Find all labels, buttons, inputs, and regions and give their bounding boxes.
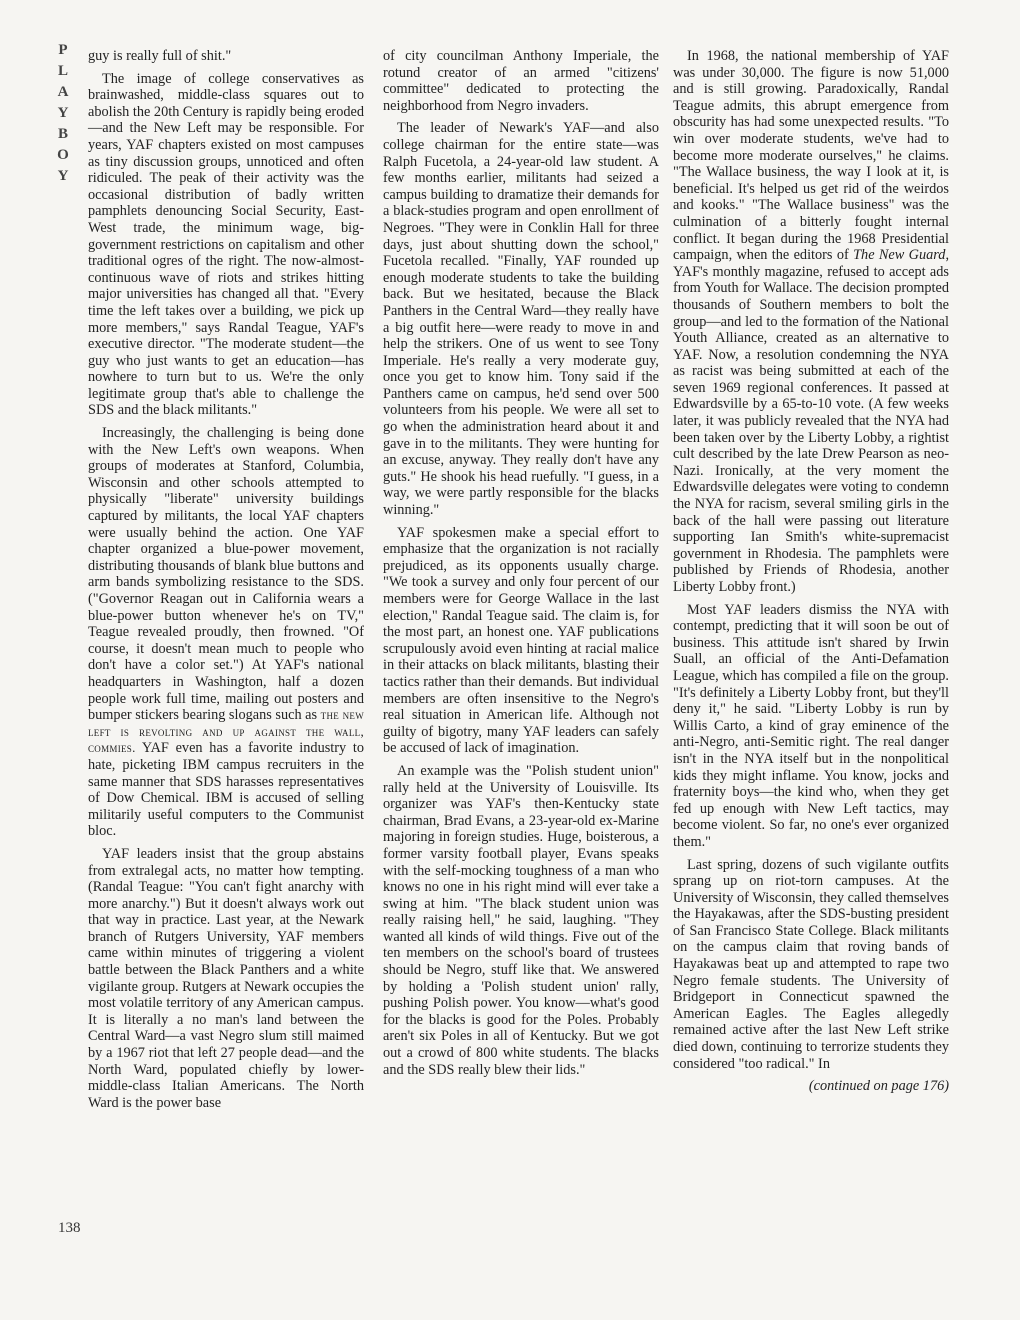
article-paragraph: Last spring, dozens of such vigilante outfits sprang up on riot-torn campuses. At the University of Wisconsin, they called themselves the Hayakawas, after the SDS-busting president of San Francisco State College. Black militants on the campus claim that roving bands of Hayakawas beat up and attempted to rape two Negro female students. The University of Bridgeport in Connecticut spawned the American Eagles. The Eagles allegedly remained active after the last New Left strike died down, continuing to terrorize students they considered "too radical." In: [673, 856, 949, 1072]
article-paragraph: An example was the "Polish student union" rally held at the University of Louisville. Its organizer was YAF's then-Kentucky state chairman, Brad Evans, a 23-year-old ex-Marine majoring in foreign studies. Huge, boisterous, a former varsity football player, Evans speaks with the self-mocking toughness of a man who knows no one in his right mind will ever take a swing at him. "The black student union was really raising hell," he said, laughing. "They wanted all kinds of wild things. Five out of the ten members on the school's board of trustees should be Negro, stuff like that. We answered by holding a 'Polish student union' rally, pushing Polish power. You know—what's good for the blacks is good for the Poles. Probably aren't six Poles in all of Kentucky. But we got out a crowd of 800 white students. The blacks and the SDS really blew their lids.": [383, 762, 659, 1078]
magazine-letter: Y: [57, 168, 69, 184]
magazine-letter: B: [57, 126, 68, 142]
conjunction-text: and: [202, 723, 223, 739]
article-paragraph: The leader of Newark's YAF—and also college chairman for the entire state—was Ralph Fucetola, a 24-year-old law student. A few months earlier, militants had seized a campus building to dramatize their demands for a black-studies program and open enrollment of Negroes. "They were in Conklin Hall for three days, just about shutting down the school," Fucetola recalled. "Finally, YAF rounded up enough moderate students to take the building back. But we hesitated, because the Black Panthers in the Central Ward—they really have a big outfit here—were ready to move in and help the strikers. One of us went to see Tony Imperiale. He's really a very moderate guy, once you get to know him. Tony said if the Panthers came on campus, he'd send over 500 volunteers from his people. We were all set to go when the administration heard about it and gave in to the militants. They were hunting for an excuse, anyway. They really don't have any guts." He shook his head ruefully. "I guess, in a way, we were partly responsible for the blacks winning.": [383, 120, 659, 519]
continued-note: (continued on page 176): [808, 1078, 949, 1095]
magazine-title-italic: The New Guard: [853, 247, 946, 264]
article-column-1: [88, 48, 364, 1117]
article-paragraph: Most YAF leaders dismiss the NYA with contempt, predicting that it will soon be out of business. This attitude isn't shared by Irwin Suall, an official of the Anti-Defamation League, which has compiled a file on the group. "It's definitely a Liberty Lobby front, but they'll deny it," he said. "Liberty Lobby is run by Willis Carto, a kind of gray eminence of the anti-Negro, anti-Semitic right. The real danger isn't in the NYA itself but in the nonpolitical kids they might inflame. You know, jocks and fraternity boys—the kind who, when they get fed up enough with New Left tactics, may become violent. So far, no one's ever organized them.": [673, 601, 949, 850]
magazine-letter: O: [57, 147, 69, 163]
article-paragraph: The image of college conservatives as brainwashed, middle-class squares out to abolish the 20th Century is rapidly being eroded—and the New Left may be responsible. For years, YAF chapters existed on most campuses as tiny discussion groups, unnoticed and often ridiculed. The peak of their activity was the occasional distribution of badly written pamphlets denouncing Social Security, East-West trade, the minimum wage, big-government restrictions on capitalism and other traditional ogres of the right. The now-almost-continuous wave of riots and strikes hitting major universities has changed all that. "Every time the left takes over a building, we pick up more members," says Randal Teague, YAF's executive director. "The moderate student—the guy who just wants to get an education—has nowhere to turn but to us. We're the only legitimate group that's able to challenge the SDS and the black militants.": [88, 70, 364, 419]
magazine-letter: P: [58, 42, 68, 58]
magazine-letter: L: [57, 63, 68, 79]
article-paragraph: guy is really full of shit.": [88, 48, 232, 64]
page-number: 138: [58, 1220, 81, 1236]
article-column-2: [383, 48, 659, 1084]
article-column-3: [673, 48, 949, 1095]
magazine-letter: A: [57, 84, 69, 100]
slogan-text: the new left is revolting: [88, 707, 365, 739]
article-paragraph: [673, 48, 949, 596]
slogan-text: up against the wall, commies.: [88, 723, 364, 756]
paragraph-text: In 1968, the national membership of YAF was under 30,000. The figure is now 51,000 and is still growing. Paradoxically, Randal Teague admits, this abrupt emergence from obscurity has had some unexpected results. "To win over moderate students, we've had to become more moderate ourselves," he claims. "The Wallace business, the way I look at it, is beneficial. It's helped us get rid of the weirdos and kooks." "The Wallace business" was the culmination of a bitterly fought internal conflict. It began during the 1968 Presidential campaign, when the editors of: [673, 48, 949, 264]
paragraph-text: Increasingly, the challenging is being done with the New Left's own weapons. When groups of moderates at Stanford, Columbia, Wisconsin and other schools attempted to physically "liberate" university buildings captured by militants, the local YAF chapters were usually behind the action. One YAF chapter organized a blue-power movement, distributing thousands of blank blue buttons and arm bands symbolizing resistance to the SDS. ("Governor Reagan out in California wears a blue-power button whenever he's on TV," Teague revealed proudly, then frowned. "Of course, it doesn't mean much to people who don't have a color set.") At YAF's national headquarters in Washington, half a dozen people work full time, mailing out posters and bumper stickers bearing slogans such as: [88, 425, 364, 724]
magazine-letter: Y: [57, 105, 69, 121]
article-paragraph: YAF leaders insist that the group abstains from extralegal acts, no matter how tempting. (Randal Teague: "You can't fight anarchy with more anarchy.") But it doesn't always work out that way in practice. Last year, at the Newark branch of Rutgers University, YAF members came within minutes of triggering a violent battle between the Black Panthers and a white vigilante group. Rutgers at Newark occupies the most volatile territory of any American campus. It is literally a no man's land between the Central Ward—a vast Negro slum still maimed by a 1967 riot that left 27 people dead—and the North Ward, populated chiefly by lower-middle-class Italian Americans. The North Ward is the power base: [88, 845, 364, 1111]
magazine-name-vertical: [50, 40, 76, 187]
article-paragraph: of city councilman Anthony Imperiale, the rotund creator of an armed "citizens' committee" dedicated to protecting the neighborhood from Negro invaders.: [383, 48, 659, 114]
paragraph-text: YAF even has a favorite industry to hate, picketing IBM campus recruiters in the same manner that SDS harasses representatives of Dow Chemical. IBM is accused of selling militarily useful computers to the Communist bloc.: [88, 740, 364, 840]
article-paragraph: [88, 425, 364, 840]
paragraph-text: , YAF's monthly magazine, refused to accept ads from Youth for Wallace. The decision prompted thousands of Southern members to bolt the group—and led to the formation of the National Youth Alliance, created as an alternative to YAF. Now, a resolution condemning the NYA as racist was being submitted at each of the seven 1969 regional conferences. It passed at Edwardsville by a 65-to-10 vote. (A few weeks later, it was publicly revealed that the NYA had been taken over by the Liberty Lobby, a rightist cult described by the late Drew Pearson as neo-Nazi. Ironically, at the very moment the Edwardsville delegates were voting to condemn the NYA for racism, several smiling girls in the back of the hall were passing out literature supporting Ian Smith's white-supremacist government in Rhodesia. The pamphlets were published by Friends of Rhodesia, another Liberty Lobby front.): [673, 247, 950, 595]
article-paragraph: YAF spokesmen make a special effort to emphasize that the organization is not racially prejudiced, as its opponents usually charge. "We took a survey and only four percent of our members were for George Wallace in the last election," Randal Teague said. The claim is, for the most part, an honest one. YAF publications scrupulously avoid even hinting at racial malice in their attacks on black militants, blasting their tactics rather than their demands. But individual members are often insensitive to the Negro's real situation in American life. Although not guilty of bigotry, many YAF leaders can safely be accused of lack of imagination.: [383, 524, 659, 757]
